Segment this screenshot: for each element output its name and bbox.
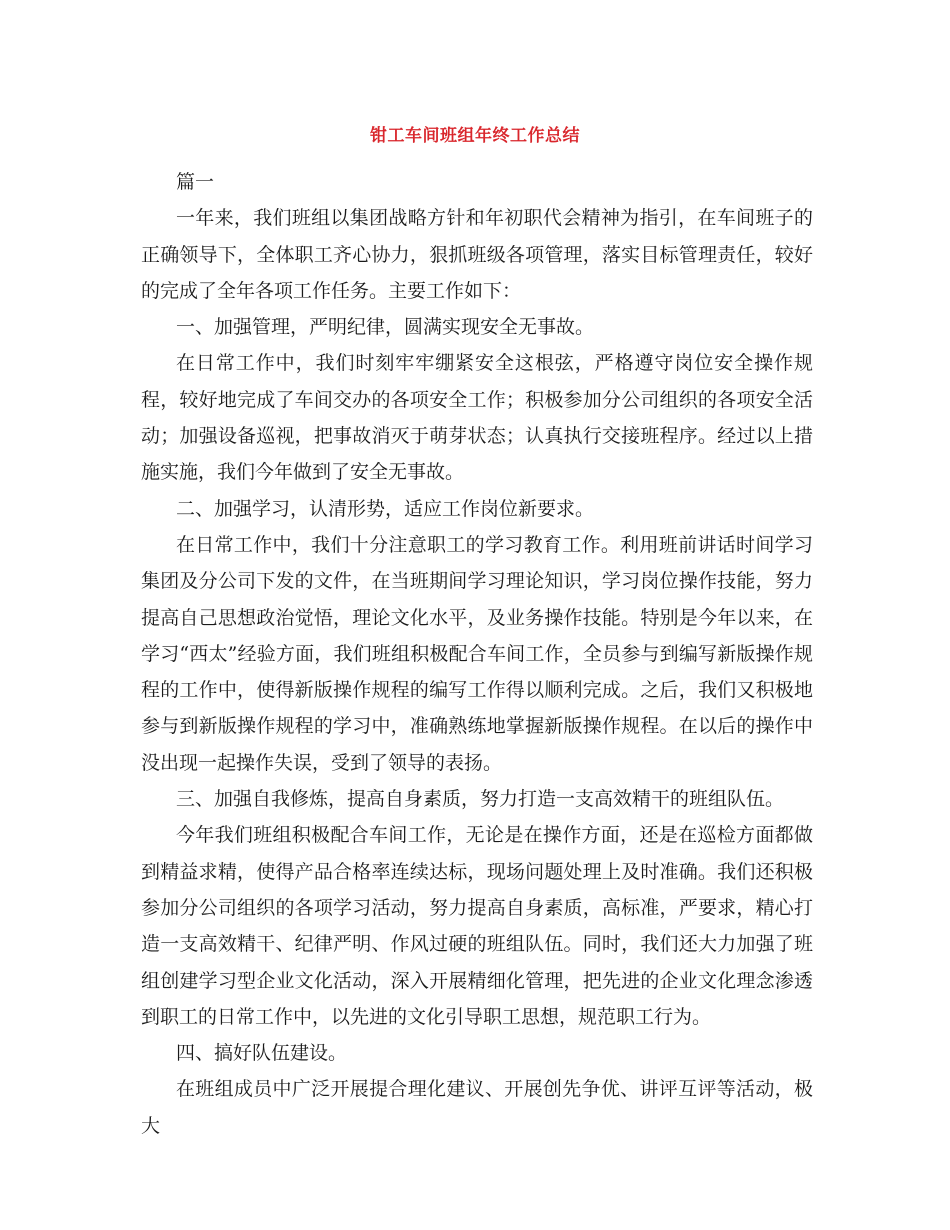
section-heading: 三、加强自我修炼，提高自身素质，努力打造一支高效精干的班组队伍。 — [176, 788, 785, 811]
body-paragraph: 今年我们班组积极配合车间工作，无论是在操作方面，还是在巡检方面都做到精益求精，使得产品合格率连续达标，现场问题处理上及时准确。我们还积极参加分公司组织的各项学习活动，努力提高自身素质，高标准，严要求，精心打造一支高效精干、纪律严明、作风过硬的班组队伍。同时，我们还大力加强了班组创建学习型企业文化活动，深入开展精细化管理，把先进的企业文化理念渗透到职工的日常工作中，以先进的文化引导职工思想，规范职工行为。 — [141, 824, 813, 1028]
intro-paragraph: 一年来，我们班组以集团战略方针和年初职代会精神为指引，在车间班子的正确领导下，全体职工齐心协力，狠抓班级各项管理，落实目标管理责任，较好的完成了全年各项工作任务。主要工作如下： — [141, 207, 813, 302]
section-heading: 二、加强学习，认清形势，适应工作岗位新要求。 — [176, 497, 595, 520]
body-paragraph: 在日常工作中，我们十分注意职工的学习教育工作。利用班前讲话时间学习集团及分公司下发的文件，在当班期间学习理论知识，学习岗位操作技能，努力提高自己思想政治觉悟，理论文化水平，及业务操作技能。特别是今年以来，在学习“西太”经验方面，我们班组积极配合车间工作，全员参与到编写新版操作规程的工作中，使得新版操作规程的编写工作得以顺利完成。之后，我们又积极地参与到新版操作规程的学习中，准确熟练地掌握新版操作规程。在以后的操作中没出现一起操作失误，受到了领导的表扬。 — [141, 533, 813, 774]
document-body — [141, 164, 813, 1144]
document-title: 钳工车间班组年终工作总结 — [370, 126, 580, 146]
section-heading: 四、搞好队伍建设。 — [176, 1042, 348, 1065]
section-label: 篇一 — [176, 171, 215, 193]
body-paragraph: 在班组成员中广泛开展提合理化建议、开展创先争优、讲评互评等活动，极大 — [141, 1078, 813, 1137]
section-heading: 一、加强管理，严明纪律，圆满实现安全无事故。 — [176, 316, 595, 339]
body-paragraph: 在日常工作中，我们时刻牢牢绷紧安全这根弦，严格遵守岗位安全操作规程，较好地完成了车间交办的各项安全工作；积极参加分公司组织的各项安全活动；加强设备巡视，把事故消灭于萌芽状态；认真执行交接班程序。经过以上措施实施，我们今年做到了安全无事故。 — [141, 352, 813, 484]
